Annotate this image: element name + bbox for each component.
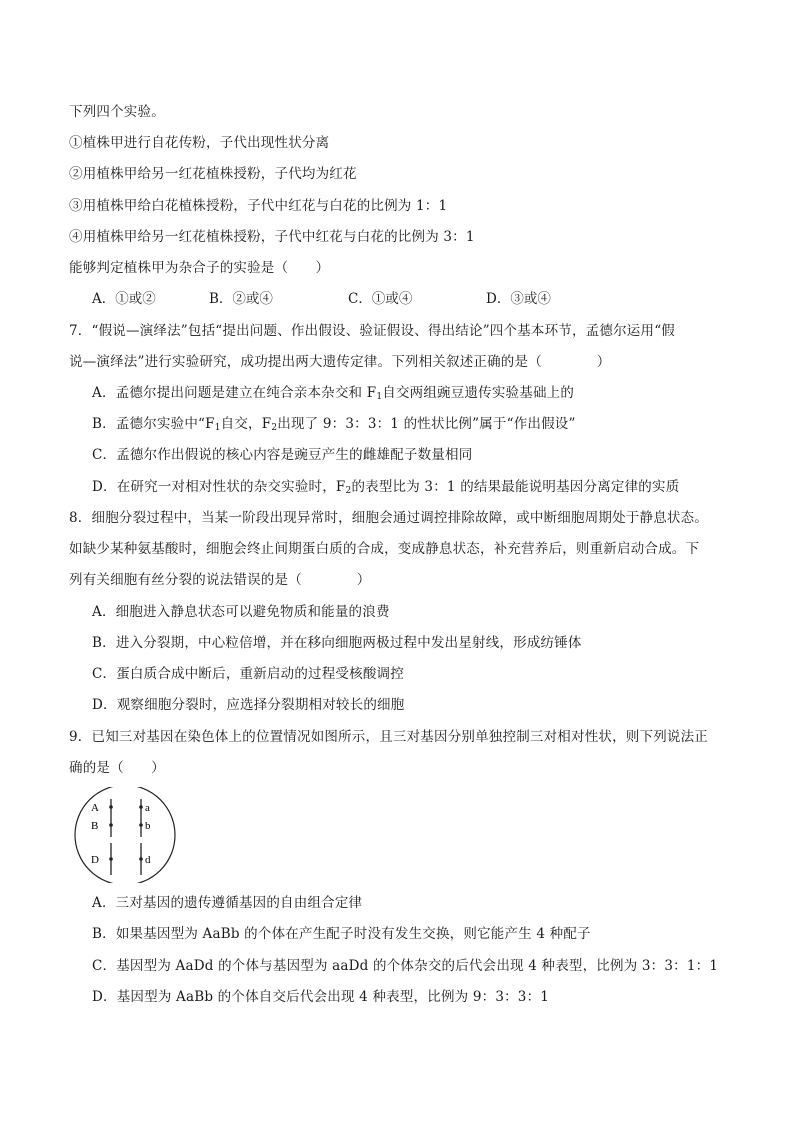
- q7-option-b: B．孟德尔实验中“$F_1$自交，$F_2$出现了 9：3：3：1 的性状比例”属于“作出假设”: [92, 416, 576, 433]
- question-6-prompt: 能够判定植株甲为杂合子的实验是（ ）: [69, 260, 330, 276]
- q8-stem-line3: 列有关细胞有丝分裂的说法错误的是（ ）: [69, 572, 371, 588]
- experiment-1: ①植株甲进行自花传粉，子代出现性状分离: [69, 135, 330, 151]
- q6-option-c: C．①或④: [348, 291, 413, 307]
- intro-line: 下列四个实验。: [69, 104, 165, 120]
- q8-option-b: B．进入分裂期，中心粒倍增，并在移向细胞两极过程中发出星射线，形成纺锤体: [92, 635, 582, 651]
- q8-stem-line1: 8．细胞分裂过程中，当某一阶段出现异常时，细胞会通过调控排除故障，或中断细胞周期处于静息状态。: [69, 510, 708, 526]
- q9-option-b: B．如果基因型为 AaBb 的个体在产生配子时没有发生交换，则它能产生 4 种配子: [92, 926, 591, 942]
- q7-stem-line2: 说—演绎法”进行实验研究，成功提出两大遗传定律。下列相关叙述正确的是（ ）: [69, 354, 611, 370]
- chromosome-diagram: [73, 787, 177, 883]
- label-A: A: [91, 802, 99, 814]
- locus-D: [109, 857, 113, 861]
- q7-option-a: A．孟德尔提出问题是建立在纯合亲本杂交和 $F_1$自交两组豌豆遗传实验基础上的: [92, 385, 575, 402]
- q9-option-d: D．基因型为 AaBb 的个体自交后代会出现 4 种表型，比例为 9：3：3：1: [92, 989, 550, 1005]
- cell-outline: [75, 787, 175, 883]
- q6-option-d: D．③或④: [486, 291, 551, 307]
- locus-A: [109, 805, 113, 809]
- locus-a: [139, 805, 143, 809]
- q8-stem-line2: 如缺少某种氨基酸时，细胞会终止间期蛋白质的合成，变成静息状态，补充营养后，则重新启动合成。下: [69, 541, 700, 557]
- experiment-2: ②用植株甲给另一红花植株授粉，子代均为红花: [69, 166, 357, 182]
- label-d: d: [145, 854, 151, 866]
- q7-option-d: D．在研究一对相对性状的杂交实验时，$F_2$的表型比为 3：1 的结果最能说明基因分离定律的实质: [92, 479, 680, 496]
- q7-stem-line1: 7．“假说—演绎法”包括“提出问题、作出假设、验证假设、得出结论”四个基本环节，孟德尔运用“假: [69, 323, 675, 339]
- experiment-3: ③用植株甲给白花植株授粉，子代中红花与白花的比例为 1：1: [69, 198, 448, 214]
- label-D: D: [91, 854, 99, 866]
- label-a: a: [145, 802, 150, 814]
- q6-option-a: A．①或②: [92, 291, 156, 307]
- q7-option-c: C．孟德尔作出假说的核心内容是豌豆产生的雌雄配子数量相同: [92, 447, 473, 463]
- q9-option-c: C．基因型为 AaDd 的个体与基因型为 aaDd 的个体杂交的后代会出现 4 种表型，比例为 3：3：1：1: [92, 958, 719, 974]
- label-B: B: [91, 820, 99, 832]
- q9-stem-line1: 9．已知三对基因在染色体上的位置情况如图所示，且三对基因分别单独控制三对相对性状，则下列说法正: [69, 729, 708, 745]
- q8-option-a: A．细胞进入静息状态可以避免物质和能量的浪费: [92, 604, 390, 620]
- q9-option-a: A．三对基因的遗传遵循基因的自由组合定律: [92, 895, 363, 911]
- q8-option-c: C．蛋白质合成中断后，重新启动的过程受核酸调控: [92, 666, 404, 682]
- label-b: b: [145, 820, 151, 832]
- locus-b: [139, 823, 143, 827]
- experiment-4: ④用植株甲给另一红花植株授粉，子代中红花与白花的比例为 3：1: [69, 229, 475, 245]
- q6-option-b: B．②或④: [209, 291, 273, 307]
- locus-d: [139, 857, 143, 861]
- q8-option-d: D．观察细胞分裂时，应选择分裂期相对较长的细胞: [92, 697, 405, 713]
- q9-stem-line2: 确的是（ ）: [69, 760, 165, 776]
- locus-B: [109, 823, 113, 827]
